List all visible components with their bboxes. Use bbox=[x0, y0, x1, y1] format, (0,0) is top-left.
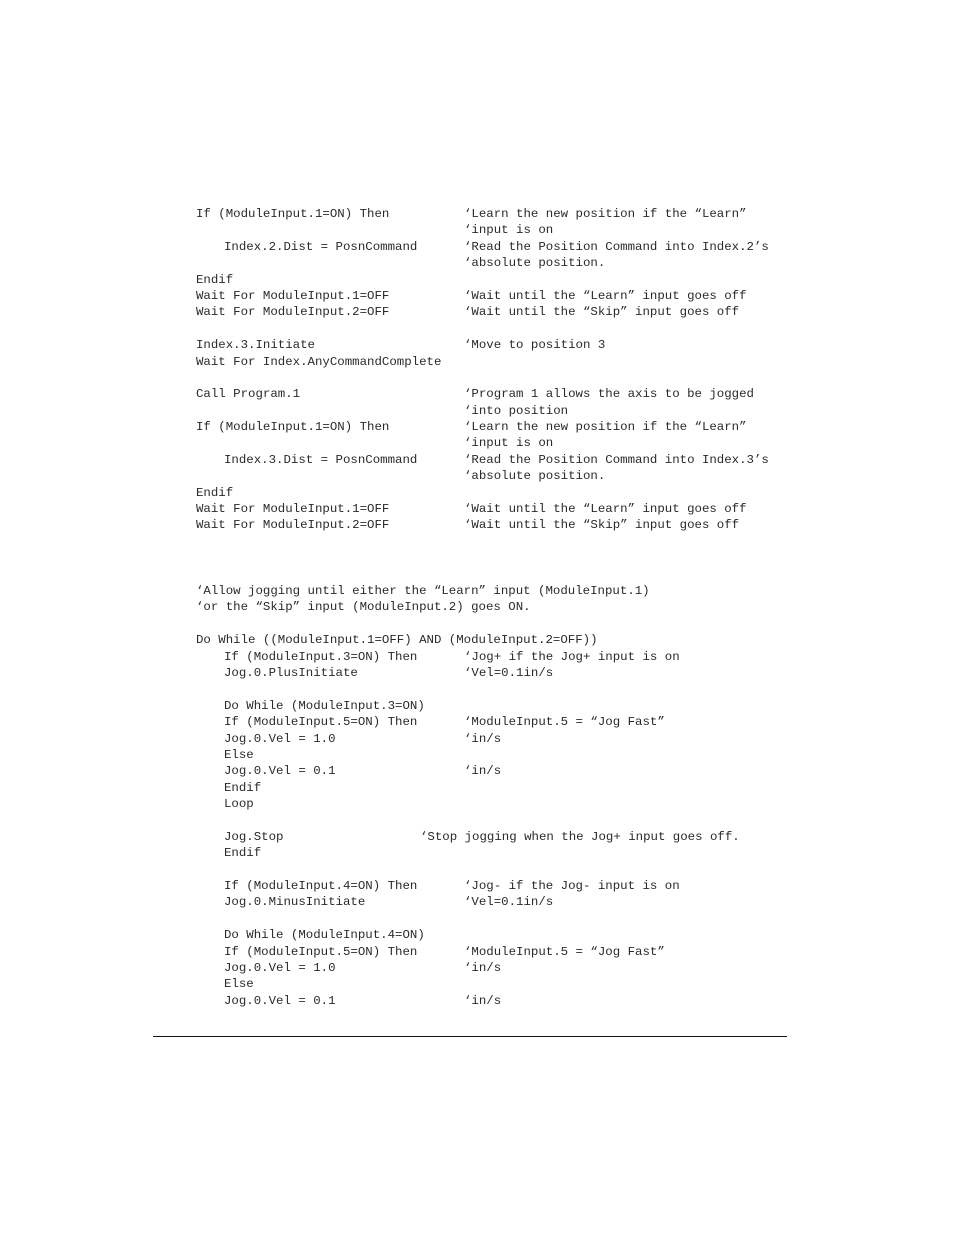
code-line bbox=[196, 534, 816, 550]
code-line bbox=[196, 616, 816, 632]
code-line bbox=[196, 272, 816, 288]
code-comment: ‘Move to position 3 bbox=[464, 338, 606, 353]
code-statement: Jog.0.Vel = 1.0 bbox=[224, 731, 336, 746]
code-comment: ‘ModuleInput.5 = “Jog Fast” bbox=[464, 944, 665, 959]
code-line bbox=[196, 681, 816, 697]
code-comment: ‘Jog+ if the Jog+ input is on bbox=[464, 649, 680, 664]
code-statement: Endif bbox=[196, 272, 234, 287]
code-statement: Index.2.Dist = PosnCommand bbox=[224, 239, 418, 254]
code-statement: Else bbox=[224, 977, 254, 992]
code-comment: ‘Wait until the “Learn” input goes off bbox=[464, 502, 747, 517]
code-comment: ‘Vel=0.1in/s bbox=[464, 895, 554, 910]
code-statement: If (ModuleInput.5=ON) Then bbox=[224, 715, 418, 730]
code-line bbox=[196, 911, 816, 927]
code-statement: Wait For ModuleInput.1=OFF bbox=[196, 288, 390, 303]
code-line bbox=[196, 583, 816, 599]
code-statement: Jog.0.PlusInitiate bbox=[224, 665, 358, 680]
code-comment: ‘Program 1 allows the axis to be jogged bbox=[464, 387, 754, 402]
code-comment: ‘Wait until the “Skip” input goes off bbox=[464, 518, 740, 533]
code-statement: Jog.0.Vel = 0.1 bbox=[224, 764, 336, 779]
code-line bbox=[196, 239, 816, 255]
code-comment: ‘absolute position. bbox=[464, 256, 606, 271]
code-line bbox=[196, 796, 816, 812]
code-statement: If (ModuleInput.1=ON) Then bbox=[196, 207, 390, 221]
code-comment: ‘Learn the new position if the “Learn” bbox=[464, 420, 747, 435]
code-line bbox=[196, 878, 816, 894]
code-line bbox=[196, 862, 816, 878]
code-line bbox=[196, 763, 816, 779]
code-comment: ‘Stop jogging when the Jog+ input goes off. bbox=[420, 829, 740, 844]
code-comment: ‘in/s bbox=[464, 731, 502, 746]
code-comment: ‘in/s bbox=[464, 764, 502, 779]
code-statement: Jog.0.MinusInitiate bbox=[224, 895, 366, 910]
code-line bbox=[196, 386, 816, 402]
code-statement: Jog.0.Vel = 0.1 bbox=[224, 993, 336, 1008]
code-statement: Jog.0.Vel = 1.0 bbox=[224, 960, 336, 975]
code-statement: Index.3.Initiate bbox=[196, 338, 315, 353]
code-statement: Else bbox=[224, 747, 254, 762]
code-comment: ‘Vel=0.1in/s bbox=[464, 665, 554, 680]
code-line bbox=[196, 354, 816, 370]
code-line bbox=[196, 927, 816, 943]
code-statement: Do While (ModuleInput.3=ON) bbox=[224, 698, 425, 713]
code-comment: ‘into position bbox=[464, 403, 569, 418]
code-line bbox=[196, 550, 816, 566]
code-statement: If (ModuleInput.3=ON) Then bbox=[224, 649, 418, 664]
code-line bbox=[196, 780, 816, 796]
code-comment: ‘Jog- if the Jog- input is on bbox=[464, 879, 680, 894]
code-statement: Wait For ModuleInput.2=OFF bbox=[196, 305, 390, 320]
code-line bbox=[196, 321, 816, 337]
code-line bbox=[196, 517, 816, 533]
code-line bbox=[196, 468, 816, 484]
code-comment: ‘ModuleInput.5 = “Jog Fast” bbox=[464, 715, 665, 730]
code-comment: ‘Wait until the “Skip” input goes off bbox=[464, 305, 740, 320]
code-listing bbox=[196, 206, 816, 1009]
code-statement: Wait For ModuleInput.2=OFF bbox=[196, 518, 390, 533]
code-line bbox=[196, 599, 816, 615]
code-line bbox=[196, 944, 816, 960]
code-line bbox=[196, 337, 816, 353]
code-line bbox=[196, 501, 816, 517]
code-line bbox=[196, 649, 816, 665]
code-line bbox=[196, 419, 816, 435]
code-statement: Wait For ModuleInput.1=OFF bbox=[196, 502, 390, 517]
code-line bbox=[196, 993, 816, 1009]
code-line bbox=[196, 665, 816, 681]
code-line bbox=[196, 255, 816, 271]
code-line bbox=[196, 452, 816, 468]
code-comment: ‘input is on bbox=[464, 436, 554, 451]
code-comment: ‘in/s bbox=[464, 960, 502, 975]
code-statement: If (ModuleInput.4=ON) Then bbox=[224, 879, 418, 894]
code-statement: Do While ((ModuleInput.1=OFF) AND (ModuleInput.2=OFF)) bbox=[196, 633, 598, 648]
code-line bbox=[196, 812, 816, 828]
code-line bbox=[196, 829, 816, 845]
code-line bbox=[196, 698, 816, 714]
code-line bbox=[196, 403, 816, 419]
code-statement: Index.3.Dist = PosnCommand bbox=[224, 452, 418, 467]
code-line bbox=[196, 894, 816, 910]
code-line bbox=[196, 567, 816, 583]
code-statement: ‘or the “Skip” input (ModuleInput.2) goes ON. bbox=[196, 600, 531, 615]
code-statement: Loop bbox=[224, 797, 254, 812]
code-comment: ‘Wait until the “Learn” input goes off bbox=[464, 288, 747, 303]
code-line bbox=[196, 714, 816, 730]
code-line bbox=[196, 485, 816, 501]
code-line bbox=[196, 845, 816, 861]
code-line bbox=[196, 206, 816, 222]
code-line bbox=[196, 731, 816, 747]
code-statement: Endif bbox=[224, 846, 262, 861]
code-line bbox=[196, 304, 816, 320]
code-line bbox=[196, 370, 816, 386]
code-statement: Do While (ModuleInput.4=ON) bbox=[224, 928, 425, 943]
code-comment: ‘Read the Position Command into Index.3’s bbox=[464, 452, 769, 467]
code-comment: ‘absolute position. bbox=[464, 469, 606, 484]
code-statement: Call Program.1 bbox=[196, 387, 301, 402]
code-statement: If (ModuleInput.5=ON) Then bbox=[224, 944, 418, 959]
code-statement: Endif bbox=[224, 780, 262, 795]
footer-divider bbox=[153, 1036, 787, 1037]
code-line bbox=[196, 747, 816, 763]
code-comment: ‘in/s bbox=[464, 993, 502, 1008]
code-comment: ‘Read the Position Command into Index.2’s bbox=[464, 239, 769, 254]
code-line bbox=[196, 976, 816, 992]
code-line bbox=[196, 632, 816, 648]
code-line bbox=[196, 288, 816, 304]
code-statement: Wait For Index.AnyCommandComplete bbox=[196, 354, 442, 369]
code-statement: ‘Allow jogging until either the “Learn” input (ModuleInput.1) bbox=[196, 583, 650, 598]
code-statement: Endif bbox=[196, 485, 234, 500]
code-statement: Jog.Stop bbox=[224, 829, 284, 844]
code-line bbox=[196, 435, 816, 451]
code-line bbox=[196, 222, 816, 238]
code-comment: ‘Learn the new position if the “Learn” bbox=[464, 207, 747, 221]
code-statement: If (ModuleInput.1=ON) Then bbox=[196, 420, 390, 435]
code-line bbox=[196, 960, 816, 976]
code-comment: ‘input is on bbox=[464, 223, 554, 238]
